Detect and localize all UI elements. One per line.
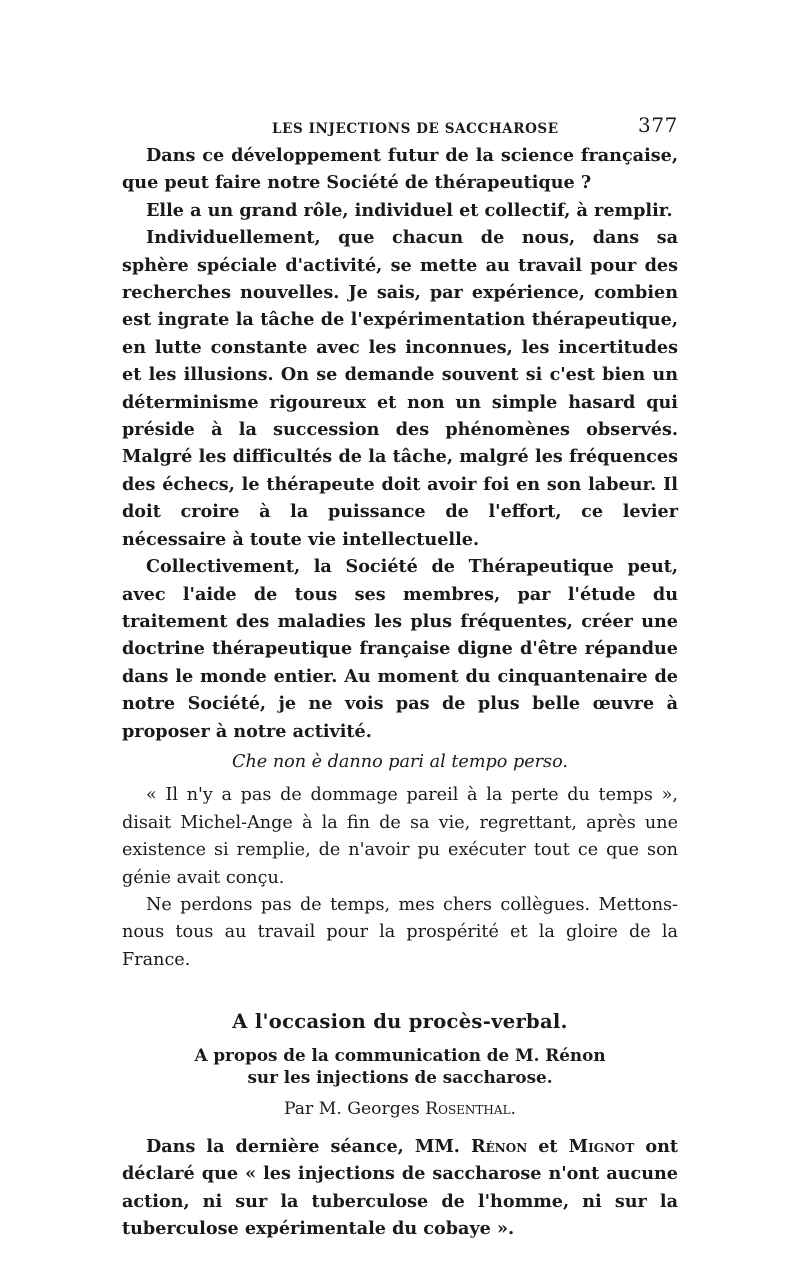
section-subtitle-line-1: A propos de la communication de M. Rénon <box>194 1044 606 1065</box>
paragraph-3: Individuellement, que chacun de nous, dans sa sphère spéciale d'activité, se mette au travail pour des recherches nouvelles. Je sais, par expérience, combien est ingrate la tâche de l'expérimentation thérapeutique, en lutte constante avec les inconnues, les incertitudes et les illusions. On se demande souvent si c'est bien un déterminisme rigoureux et non un simple hasard qui préside à la succession des phénomènes observés. Malgré les difficultés de la tâche, malgré les fréquences des échecs, le thérapeute doit avoir foi en son labeur. Il doit croire à la puissance de l'effort, ce levier nécessaire à toute vie intellectuelle. <box>122 227 678 550</box>
section-subtitle-line-2: sur les injections de saccharose. <box>247 1066 553 1087</box>
page-number: 377 <box>638 113 678 137</box>
name-mignot: Mignot <box>568 1136 635 1157</box>
author-prefix: Par M. Georges <box>284 1098 426 1119</box>
book-page <box>122 112 678 1243</box>
name-renon: Rénon <box>471 1136 528 1157</box>
author-line <box>122 1096 678 1123</box>
paragraph-6: Ne perdons pas de temps, mes chers collègues. Mettons-nous tous au travail pour la prospérité et la gloire de la France. <box>122 894 678 970</box>
section-title: A l'occasion du procès-verbal. <box>232 1010 568 1034</box>
author-name: Rosenthal. <box>425 1098 516 1119</box>
paragraph-2: Elle a un grand rôle, individuel et collectif, à remplir. <box>146 199 673 221</box>
italian-quote: Che non è danno pari al tempo perso. <box>232 751 568 772</box>
section-paragraph-start: Dans la dernière séance, MM. <box>146 1136 471 1157</box>
paragraph-4: Collectivement, la Société de Thérapeutique peut, avec l'aide de tous ses membres, par l'étude du traitement des maladies les plus fréquentes, créer une doctrine thérapeutique française digne d'être répandue dans le monde entier. Au moment du cinquantenaire de notre Société, je ne vois pas de plus belle œuvre à proposer à notre activité. <box>122 556 678 742</box>
paragraph-1: Dans ce développement futur de la science française, que peut faire notre Société de thérapeutique ? <box>122 145 678 194</box>
running-title: LES INJECTIONS DE SACCHAROSE <box>272 121 559 137</box>
section-paragraph-rest: ont déclaré que « les injections de saccharose n'ont aucune action, ni sur la tuberculose de l'homme, ni sur la tuberculose expérimentale du cobaye ». <box>122 1136 679 1240</box>
paragraph-5: « Il n'y a pas de dommage pareil à la perte du temps », disait Michel-Ange à la fin de sa vie, regrettant, après une existence si remplie, de n'avoir pu exécuter tout ce que son génie avait conçu. <box>122 785 678 888</box>
section-paragraph-mid: et <box>527 1136 569 1157</box>
section-paragraph <box>122 1133 678 1243</box>
running-header <box>122 112 678 142</box>
